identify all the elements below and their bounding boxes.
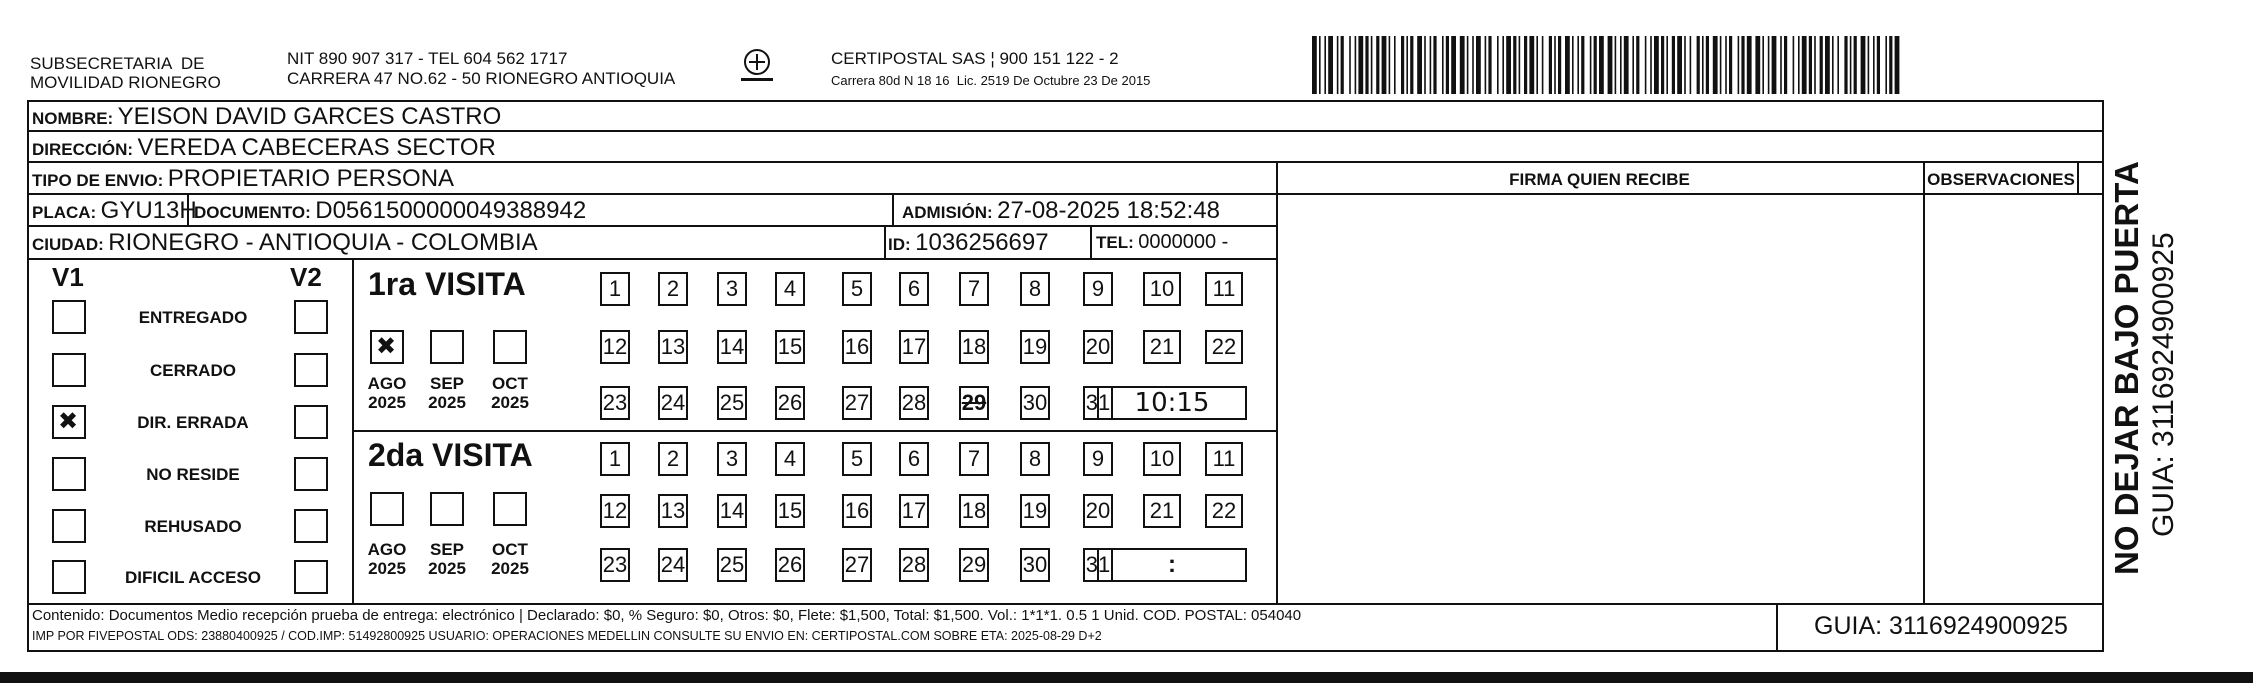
barcode-bar bbox=[1636, 36, 1639, 94]
id-field bbox=[888, 229, 1049, 257]
barcode-bar bbox=[1650, 36, 1652, 94]
barcode-bar bbox=[1702, 36, 1704, 94]
org-line-2: MOVILIDAD RIONEGRO bbox=[30, 73, 221, 92]
visit1-day-box[interactable]: 13 bbox=[658, 330, 688, 364]
barcode-bar bbox=[1877, 36, 1880, 94]
barcode-bar bbox=[1832, 36, 1834, 94]
visit1-day-box[interactable]: 3 bbox=[717, 272, 747, 306]
courier-line: CERTIPOSTAL SAS ¦ 900 151 122 - 2 bbox=[831, 49, 1119, 68]
barcode-bar bbox=[1850, 36, 1852, 94]
month-name: OCT bbox=[492, 540, 528, 559]
barcode-bar bbox=[1502, 36, 1504, 94]
visit1-day-box[interactable]: 18 bbox=[959, 330, 989, 364]
status-v2-checkbox[interactable] bbox=[294, 560, 328, 594]
direccion-row bbox=[32, 134, 496, 162]
visit2-day-box[interactable]: 14 bbox=[717, 494, 747, 528]
placa-field bbox=[32, 197, 197, 225]
nombre-row bbox=[32, 103, 501, 131]
barcode-bar bbox=[1861, 36, 1866, 94]
id-value: 1036256697 bbox=[915, 229, 1049, 256]
status-label: DIFICIL ACCESO bbox=[124, 568, 261, 587]
visit1-day-box[interactable]: 9 bbox=[1083, 272, 1113, 306]
barcode-bar bbox=[1442, 36, 1444, 94]
barcode-bar bbox=[1837, 36, 1839, 94]
barcode-bar bbox=[1854, 36, 1857, 94]
ciudad-value: RIONEGRO - ANTIOQUIA - COLOMBIA bbox=[108, 229, 538, 256]
barcode-bar bbox=[1349, 36, 1351, 94]
visit1-day-box[interactable]: 4 bbox=[775, 272, 805, 306]
month-year: 2025 bbox=[428, 559, 466, 578]
barcode-bar bbox=[1371, 36, 1373, 94]
barcode-bar bbox=[1820, 36, 1823, 94]
month-year: 2025 bbox=[368, 393, 406, 412]
visit1-day-box[interactable]: 10 bbox=[1143, 272, 1181, 306]
barcode-bar bbox=[1755, 36, 1760, 94]
barcode-bar bbox=[1747, 36, 1752, 94]
visit1-month-checkbox[interactable] bbox=[370, 330, 404, 364]
barcode-bar bbox=[1542, 36, 1544, 94]
visit2-day-box[interactable]: 3 bbox=[717, 442, 747, 476]
barcode-bar bbox=[1868, 36, 1870, 94]
barcode bbox=[1310, 36, 1906, 94]
tipo-label: TIPO DE ENVIO: bbox=[32, 171, 164, 190]
barcode-bar bbox=[1772, 36, 1777, 94]
visit2-day-box[interactable]: 15 bbox=[775, 494, 805, 528]
barcode-bar bbox=[1720, 36, 1722, 94]
barcode-bar bbox=[1446, 36, 1449, 94]
barcode-bar bbox=[1793, 36, 1795, 94]
month-name: SEP bbox=[429, 374, 465, 393]
visit2-day-box[interactable]: 16 bbox=[842, 494, 872, 528]
tel-value: 0000000 - bbox=[1138, 231, 1229, 253]
visit1-month-label bbox=[419, 374, 475, 412]
barcode-bar bbox=[1684, 36, 1686, 94]
barcode-bar bbox=[1608, 36, 1613, 94]
visit1-day-box[interactable]: 17 bbox=[899, 330, 929, 364]
barcode-bar bbox=[1365, 36, 1368, 94]
barcode-bar bbox=[1706, 36, 1709, 94]
barcode-bar bbox=[1738, 36, 1740, 94]
barcode-bar bbox=[1519, 36, 1521, 94]
documento-value: D0561500000049388942 bbox=[315, 197, 587, 224]
barcode-bar bbox=[1725, 36, 1727, 94]
visit2-month-label bbox=[482, 540, 538, 578]
visit1-day-box[interactable]: 11 bbox=[1205, 272, 1243, 306]
bottom-edge bbox=[0, 672, 2253, 683]
visit1-day-box[interactable]: 22 bbox=[1205, 330, 1243, 364]
tipo-value: PROPIETARIO PERSONA bbox=[167, 165, 455, 192]
courier-logo-icon bbox=[737, 45, 777, 85]
observaciones-header: OBSERVACIONES bbox=[1927, 170, 2075, 189]
barcode-bar bbox=[1825, 36, 1830, 94]
visit2-day-box[interactable]: 4 bbox=[775, 442, 805, 476]
visit1-day-box[interactable]: 16 bbox=[842, 330, 872, 364]
barcode-bar bbox=[1389, 36, 1391, 94]
month-name: AGO bbox=[367, 374, 407, 393]
v2-header: V2 bbox=[290, 262, 322, 292]
barcode-bar bbox=[1485, 36, 1487, 94]
admision-label: ADMISIÓN: bbox=[902, 203, 993, 222]
documento-field bbox=[194, 197, 586, 225]
visit2-day-box[interactable]: 25 bbox=[717, 548, 747, 582]
admision-value: 27-08-2025 18:52:48 bbox=[997, 197, 1220, 224]
month-name: OCT bbox=[492, 374, 528, 393]
visit2-day-box[interactable]: 22 bbox=[1205, 494, 1243, 528]
visit2-month-checkbox[interactable] bbox=[493, 492, 527, 526]
month-name: SEP bbox=[429, 540, 465, 559]
status-v2-checkbox[interactable] bbox=[294, 457, 328, 491]
barcode-bar bbox=[1672, 36, 1675, 94]
visit2-day-box[interactable]: 20 bbox=[1083, 494, 1113, 528]
month-year: 2025 bbox=[491, 559, 529, 578]
barcode-bar bbox=[1401, 36, 1404, 94]
barcode-bar bbox=[1889, 36, 1892, 94]
barcode-bar bbox=[1729, 36, 1732, 94]
visit2-month-checkbox[interactable] bbox=[370, 492, 404, 526]
ciudad-field bbox=[32, 229, 538, 257]
barcode-bar bbox=[1430, 36, 1432, 94]
placa-value: GYU13H bbox=[100, 197, 197, 224]
barcode-bar bbox=[1424, 36, 1426, 94]
visit1-day-box[interactable]: 26 bbox=[775, 386, 805, 420]
documento-label: DOCUMENTO: bbox=[194, 203, 311, 222]
visit1-day-box[interactable]: 31 bbox=[1083, 386, 1113, 420]
barcode-bar bbox=[1885, 36, 1887, 94]
side-guia: GUIA: 3116924900925 bbox=[2147, 232, 2180, 537]
visit2-day-box[interactable]: 24 bbox=[658, 548, 688, 582]
visit2-day-box[interactable]: 13 bbox=[658, 494, 688, 528]
barcode-bar bbox=[1615, 36, 1617, 94]
courier-license: Carrera 80d N 18 16 Lic. 2519 De Octubre 23 De 2015 bbox=[831, 73, 1151, 88]
barcode-bar bbox=[1762, 36, 1764, 94]
barcode-bar bbox=[1376, 36, 1379, 94]
visit2-day-box[interactable]: 8 bbox=[1020, 442, 1050, 476]
visit2-day-box[interactable]: 9 bbox=[1083, 442, 1113, 476]
tel-label: TEL: bbox=[1096, 233, 1134, 252]
barcode-bar bbox=[1780, 36, 1782, 94]
visit2-month-checkbox[interactable] bbox=[430, 492, 464, 526]
barcode-bar bbox=[1814, 36, 1816, 94]
admision-field bbox=[902, 197, 1220, 225]
visit1-day-box[interactable]: 28 bbox=[899, 386, 929, 420]
status-label: DIR. ERRADA bbox=[137, 413, 249, 432]
status-label: NO RESIDE bbox=[146, 465, 240, 484]
barcode-bar bbox=[1312, 36, 1317, 94]
visit2-month-label bbox=[359, 540, 415, 578]
barcode-bar bbox=[1632, 36, 1634, 94]
visit2-day-box[interactable]: 11 bbox=[1205, 442, 1243, 476]
barcode-bar bbox=[1341, 36, 1344, 94]
month-year: 2025 bbox=[491, 393, 529, 412]
visit1-day-box[interactable]: 25 bbox=[717, 386, 747, 420]
barcode-bar bbox=[1529, 36, 1534, 94]
visit1-month-checkbox[interactable] bbox=[493, 330, 527, 364]
barcode-bar bbox=[1554, 36, 1556, 94]
barcode-bar bbox=[1677, 36, 1682, 94]
barcode-bar bbox=[1697, 36, 1700, 94]
barcode-bar bbox=[1536, 36, 1538, 94]
visit1-day-box[interactable]: 29 bbox=[959, 386, 989, 420]
visit1-day-box[interactable]: 12 bbox=[600, 330, 630, 364]
visit1-day-box[interactable]: 20 bbox=[1083, 330, 1113, 364]
footer-contenido: Contenido: Documentos Medio recepción prueba de entrega: electrónico | Declarado: $0, % Seguro: $0, Otros: $0, Flete: $1,500, Total: $1,500. Vol.: 1*1*1. 0.5 1 Unid. COD. POSTAL: 054040 bbox=[32, 607, 1302, 624]
visit1-day-box[interactable]: 1 bbox=[600, 272, 630, 306]
visit2-day-box[interactable]: 6 bbox=[899, 442, 929, 476]
barcode-bar bbox=[1798, 36, 1800, 94]
barcode-bar bbox=[1590, 36, 1592, 94]
visit1-day-box[interactable]: 5 bbox=[842, 272, 872, 306]
status-v1-checkbox[interactable] bbox=[52, 300, 86, 334]
month-name: AGO bbox=[367, 540, 407, 559]
nombre-label: NOMBRE: bbox=[32, 109, 114, 128]
barcode-bar bbox=[1581, 36, 1584, 94]
visit1-month-label bbox=[482, 374, 538, 412]
barcode-bar bbox=[1784, 36, 1787, 94]
visit2-time-box[interactable]: : bbox=[1097, 548, 1247, 582]
visit2-day-box[interactable]: 10 bbox=[1143, 442, 1181, 476]
visit2-day-box[interactable]: 1 bbox=[600, 442, 630, 476]
visit2-day-box[interactable]: 29 bbox=[959, 548, 989, 582]
visit1-day-box[interactable]: 21 bbox=[1143, 330, 1181, 364]
placa-label: PLACA: bbox=[32, 203, 97, 222]
barcode-bar bbox=[1319, 36, 1321, 94]
barcode-bar bbox=[1809, 36, 1812, 94]
visit1-day-box[interactable]: 24 bbox=[658, 386, 688, 420]
barcode-bar bbox=[1382, 36, 1387, 94]
visit1-day-box[interactable]: 7 bbox=[959, 272, 989, 306]
status-v1-checkbox[interactable] bbox=[52, 509, 86, 543]
visit1-time-box[interactable]: 10:15 bbox=[1097, 386, 1247, 420]
visit1-day-box[interactable]: 8 bbox=[1020, 272, 1050, 306]
barcode-bar bbox=[1565, 36, 1570, 94]
nombre-value: YEISON DAVID GARCES CASTRO bbox=[117, 103, 502, 130]
month-year: 2025 bbox=[428, 393, 466, 412]
visit2-day-box[interactable]: 12 bbox=[600, 494, 630, 528]
visit2-day-box[interactable]: 26 bbox=[775, 548, 805, 582]
visit2-day-box[interactable]: 21 bbox=[1143, 494, 1181, 528]
status-v1-checkbox[interactable] bbox=[52, 353, 86, 387]
ciudad-label: CIUDAD: bbox=[32, 235, 104, 254]
barcode-bar bbox=[1524, 36, 1527, 94]
barcode-bar bbox=[1572, 36, 1574, 94]
barcode-bar bbox=[1451, 36, 1456, 94]
barcode-bar bbox=[1768, 36, 1770, 94]
barcode-bar bbox=[1410, 36, 1413, 94]
visit2-day-box[interactable]: 7 bbox=[959, 442, 989, 476]
barcode-bar bbox=[1844, 36, 1847, 94]
barcode-bar bbox=[1460, 36, 1465, 94]
barcode-bar bbox=[1661, 36, 1664, 94]
visit1-month-label bbox=[359, 374, 415, 412]
direccion-label: DIRECCIÓN: bbox=[32, 140, 134, 159]
status-v1-checkbox[interactable] bbox=[52, 560, 86, 594]
id-label: ID: bbox=[888, 235, 911, 254]
visit1-day-box[interactable]: 6 bbox=[899, 272, 929, 306]
visit2-day-box[interactable]: 17 bbox=[899, 494, 929, 528]
address-line: CARRERA 47 NO.62 - 50 RIONEGRO ANTIOQUIA bbox=[287, 69, 676, 88]
status-v1-checkbox[interactable] bbox=[52, 405, 86, 439]
barcode-bar bbox=[1624, 36, 1629, 94]
barcode-bar bbox=[1513, 36, 1516, 94]
visit2-month-label bbox=[419, 540, 475, 578]
visit2-day-box[interactable]: 23 bbox=[600, 548, 630, 582]
barcode-bar bbox=[1666, 36, 1668, 94]
barcode-bar bbox=[1472, 36, 1474, 94]
visit2-day-box[interactable]: 5 bbox=[842, 442, 872, 476]
barcode-bar bbox=[1873, 36, 1875, 94]
barcode-bar bbox=[1328, 36, 1333, 94]
barcode-bar bbox=[1337, 36, 1339, 94]
tipo-row bbox=[32, 165, 454, 193]
visit2-day-box[interactable]: 2 bbox=[658, 442, 688, 476]
visit2-day-box[interactable]: 19 bbox=[1020, 494, 1050, 528]
status-v2-checkbox[interactable] bbox=[294, 300, 328, 334]
barcode-bar bbox=[1594, 36, 1597, 94]
status-label: ENTREGADO bbox=[138, 308, 248, 327]
visit2-day-box[interactable]: 30 bbox=[1020, 548, 1050, 582]
visit1-day-box[interactable]: 2 bbox=[658, 272, 688, 306]
barcode-bar bbox=[1324, 36, 1326, 94]
status-label: REHUSADO bbox=[144, 517, 242, 536]
visit2-day-box[interactable]: 28 bbox=[899, 548, 929, 582]
barcode-bar bbox=[1394, 36, 1396, 94]
firma-header: FIRMA QUIEN RECIBE bbox=[1509, 170, 1690, 189]
barcode-bar bbox=[1713, 36, 1718, 94]
visit2-day-box[interactable]: 31 bbox=[1083, 548, 1113, 582]
barcode-bar bbox=[1620, 36, 1622, 94]
tel-field bbox=[1096, 231, 1228, 254]
barcode-bar bbox=[1654, 36, 1659, 94]
status-v2-checkbox[interactable] bbox=[294, 405, 328, 439]
barcode-bar bbox=[1599, 36, 1604, 94]
visit1-day-box[interactable]: 19 bbox=[1020, 330, 1050, 364]
barcode-bar bbox=[1488, 36, 1491, 94]
visit1-day-box[interactable]: 23 bbox=[600, 386, 630, 420]
barcode-bar bbox=[1802, 36, 1807, 94]
visit2-title: 2da VISITA bbox=[368, 437, 533, 473]
visit1-day-box[interactable]: 27 bbox=[842, 386, 872, 420]
direccion-value: VEREDA CABECERAS SECTOR bbox=[137, 134, 496, 161]
barcode-bar bbox=[1558, 36, 1561, 94]
status-v2-checkbox[interactable] bbox=[294, 353, 328, 387]
barcode-bar bbox=[1355, 36, 1357, 94]
visit1-title: 1ra VISITA bbox=[368, 266, 526, 302]
barcode-bar bbox=[1741, 36, 1744, 94]
barcode-bar bbox=[1645, 36, 1647, 94]
visit1-month-checkbox[interactable] bbox=[430, 330, 464, 364]
footer-imp: IMP POR FIVEPOSTAL ODS: 23880400925 / COD.IMP: 51492800925 USUARIO: OPERACIONES MEDELLIN CONSULTE SU ENVIO EN: CERTIPOSTAL.COM SOBRE ETA: 2025-08-29 D+2 bbox=[32, 629, 1102, 643]
barcode-bar bbox=[1497, 36, 1499, 94]
visit2-day-box[interactable]: 18 bbox=[959, 494, 989, 528]
barcode-bar bbox=[1895, 36, 1900, 94]
barcode-bar bbox=[1577, 36, 1579, 94]
visit1-day-box[interactable]: 15 bbox=[775, 330, 805, 364]
month-year: 2025 bbox=[368, 559, 406, 578]
barcode-bar bbox=[1690, 36, 1692, 94]
status-v2-checkbox[interactable] bbox=[294, 509, 328, 543]
side-warning: NO DEJAR BAJO PUERTA bbox=[2108, 161, 2145, 575]
barcode-bar bbox=[1406, 36, 1408, 94]
org-line-1: SUBSECRETARIA DE bbox=[30, 54, 205, 73]
barcode-bar bbox=[1358, 36, 1363, 94]
barcode-bar bbox=[1417, 36, 1422, 94]
status-v1-checkbox[interactable] bbox=[52, 457, 86, 491]
visit1-day-box[interactable]: 14 bbox=[717, 330, 747, 364]
barcode-bar bbox=[1549, 36, 1552, 94]
visit1-day-box[interactable]: 30 bbox=[1020, 386, 1050, 420]
barcode-bar bbox=[1476, 36, 1481, 94]
footer-guia: GUIA: 3116924900925 bbox=[1814, 612, 2068, 640]
barcode-bar bbox=[1506, 36, 1511, 94]
v1-header: V1 bbox=[52, 262, 84, 292]
barcode-bar bbox=[1433, 36, 1436, 94]
nit-line: NIT 890 907 317 - TEL 604 562 1717 bbox=[287, 49, 568, 68]
status-label: CERRADO bbox=[150, 361, 236, 380]
visit2-day-box[interactable]: 27 bbox=[842, 548, 872, 582]
barcode-bar bbox=[1467, 36, 1469, 94]
